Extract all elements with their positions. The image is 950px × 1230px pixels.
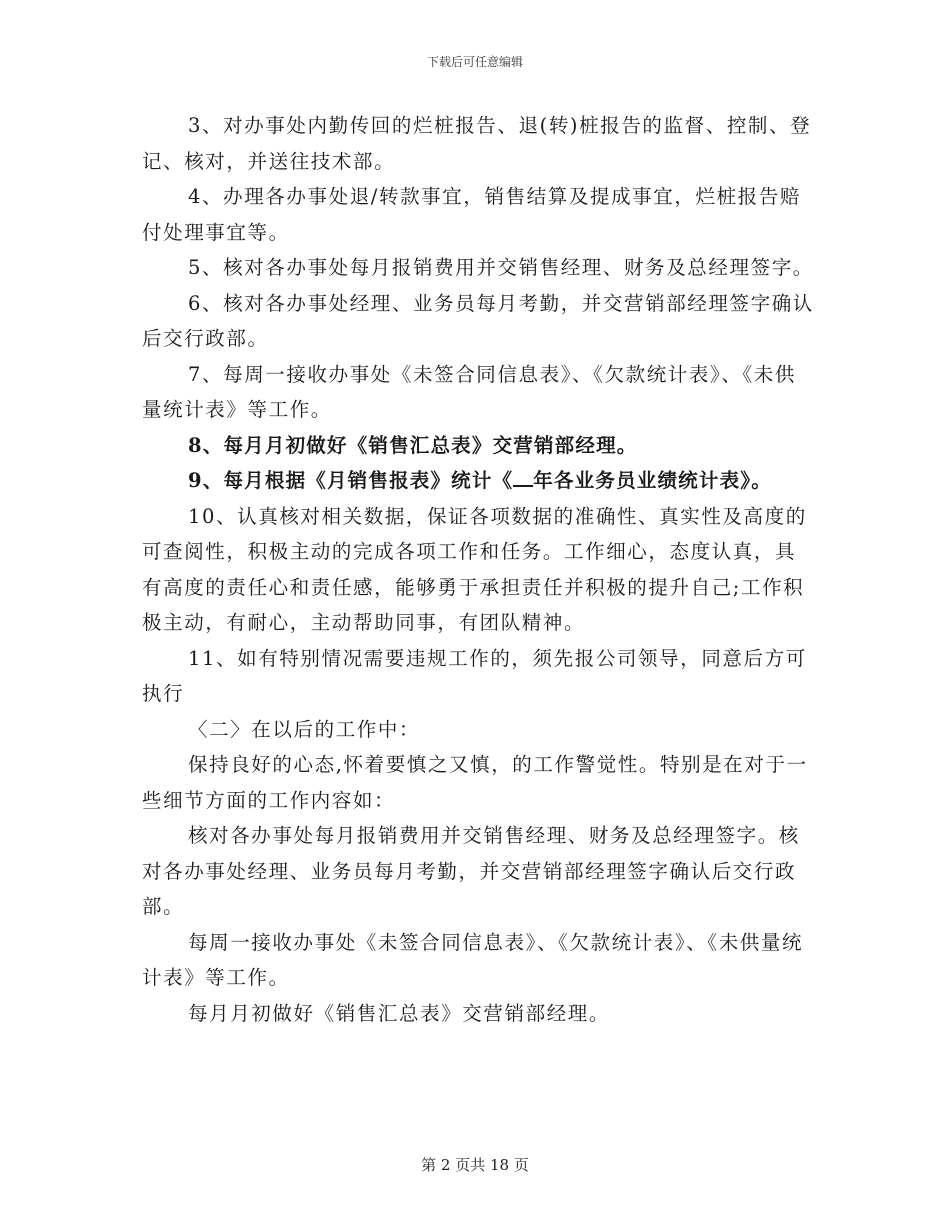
paragraph-item-9-after: 年各业务员业绩统计表》。 <box>533 469 772 492</box>
paragraph-item-10: 10、认真核对相关数据，保证各项数据的准确性、真实性及高度的可查阅性，积极主动的完成各项工作和任务。工作细心，态度认真，具有高度的责任心和责任感，能够勇于承担责任并积极的提升自己;工作积极主动，有耐心，主动帮助同事，有团队精神。 <box>142 504 807 634</box>
page-footer: 第 2 页共 18 页 <box>421 1156 529 1174</box>
paragraph-item-3: 3、对办事处内勤传回的烂桩报告、退(转)桩报告的监督、控制、登记、核对，并送往技术部。 <box>142 114 812 173</box>
section-heading: 〈二〉在以后的工作中： <box>188 717 421 741</box>
paragraph-item-7: 7、每周一接收办事处《未签合同信息表》、《欠款统计表》、《未供量统计表》等工作。 <box>142 362 797 421</box>
paragraph-attitude: 保持良好的心态,怀着要慎之又慎，的工作警觉性。特别是在对于一些细节方面的工作内容如： <box>142 753 808 812</box>
paragraph-detail-3: 每月月初做好《销售汇总表》交营销部经理。 <box>188 1001 611 1025</box>
paragraph-item-9-before: 9、每月根据《月销售报表》统计《 <box>188 469 514 492</box>
paragraph-detail-1: 核对各办事处每月报销费用并交销售经理、财务及总经理签字。核对各办事处经理、业务员每月考勤，并交营销部经理签字确认后交行政部。 <box>142 824 800 918</box>
paragraph-item-6: 6、核对各办事处经理、业务员每月考勤，并交营销部经理签字确认后交行政部。 <box>142 291 814 350</box>
document-body <box>142 108 814 1031</box>
paragraph-item-9 <box>142 463 814 499</box>
paragraph-item-8: 8、每月月初做好《销售汇总表》交营销部经理。 <box>188 433 638 457</box>
page-header: 下载后可任意编辑 <box>426 55 523 69</box>
paragraph-item-11: 11、如有特别情况需要违规工作的，须先报公司领导，同意后方可执行 <box>142 646 807 705</box>
paragraph-item-5: 5、核对各办事处每月报销费用并交销售经理、财务及总经理签字。 <box>188 256 814 279</box>
paragraph-item-4: 4、办理各办事处退/转款事宜，销售结算及提成事宜，烂桩报告赔付处理事宜等。 <box>142 185 801 244</box>
paragraph-detail-2: 每周一接收办事处《未签合同信息表》、《欠款统计表》、《未供量统计表》等工作。 <box>142 930 804 989</box>
fill-in-blank <box>513 469 533 487</box>
